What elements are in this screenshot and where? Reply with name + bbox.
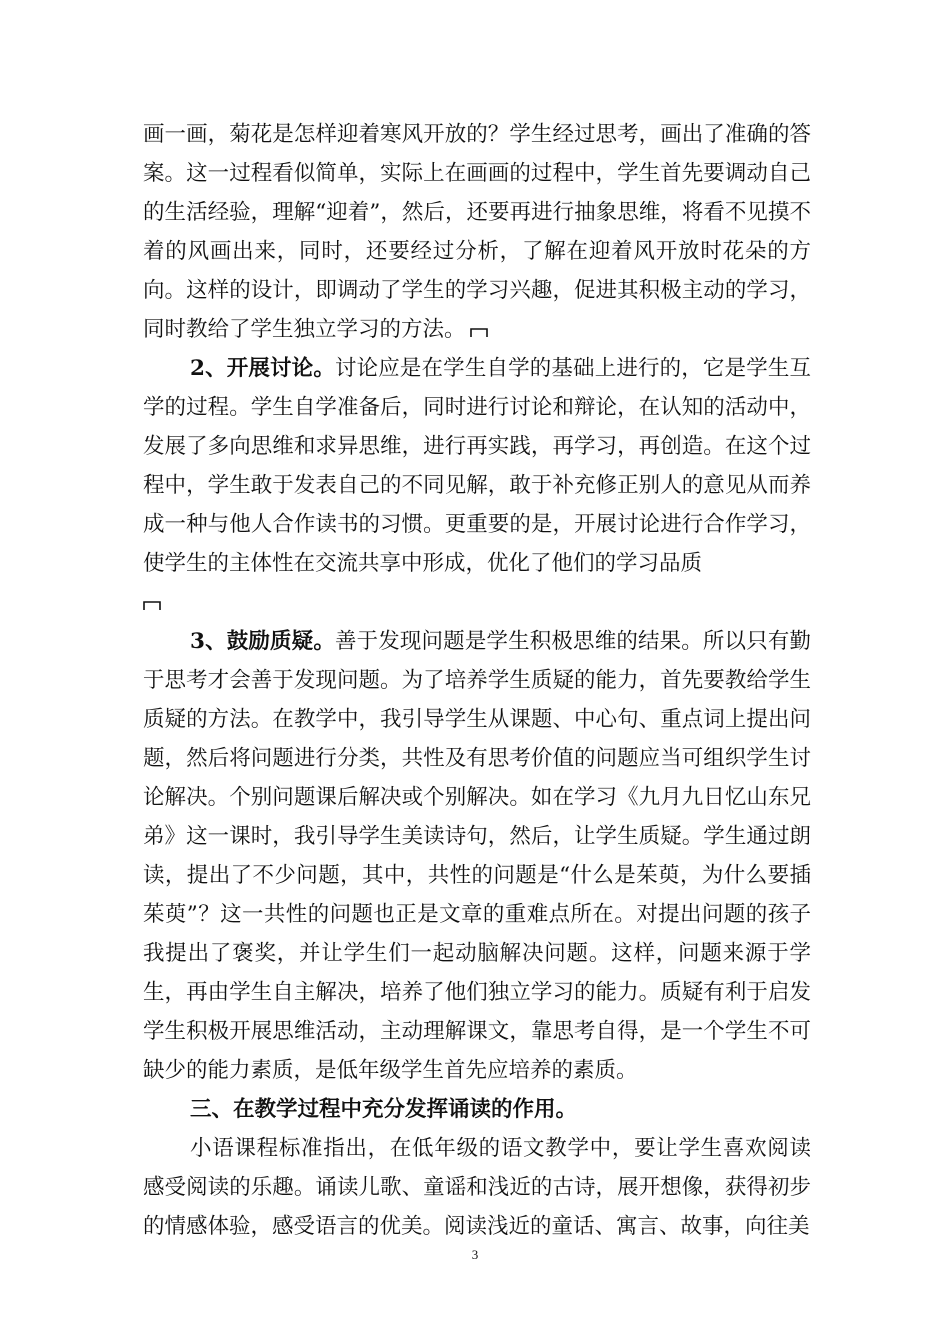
page-number: 3 [471, 1247, 479, 1262]
paragraph-4-text: 小语课程标准指出，在低年级的语文教学中，要让学生喜欢阅读感受阅读的乐趣。诵读儿歌、童谣和浅近的古诗，展开想像，获得初步的情感体验，感受语言的优美。阅读浅近的童话、寓言、故事，向往美 [143, 1136, 811, 1239]
paragraph-3-text: 善于发现问题是学生积极思维的结果。所以只有勤于思考才会善于发现问题。为了培养学生质疑的能力，首先要教给学生质疑的方法。在教学中，我引导学生从课题、中心句、重点词上提出问题，然后将问题进行分类，共性及有思考价值的问题应当可组织学生讨论解决。个别问题课后解决或个别解决。如在学习《九月九日忆山东兄弟》这一课时，我引导学生美读诗句，然后，让学生质疑。学生通过朗读，提出了不少问题，其中，共性的问题是“什么是茱萸，为什么要插茱萸”？这一共性的问题也正是文章的重难点所在。对提出问题的孩子我提出了褒奖，并让学生们一起动脑解决问题。这样，问题来源于学生，再由学生自主解决，培养了他们独立学习的能力。质疑有利于启发学生积极开展思维活动，主动理解课文，靠思考自得，是一个学生不可缺少的能力素质，是低年级学生首先应培养的素质。 [143, 629, 811, 1083]
paragraph-3-lead: 3、鼓励质疑。 [190, 629, 335, 654]
section-heading: 三、在教学过程中充分发挥诵读的作用。 [190, 1097, 578, 1122]
paragraph-mark-line [143, 583, 811, 622]
paragraph-mark-icon [143, 599, 161, 611]
paragraph-2 [143, 349, 811, 583]
body-text [143, 115, 811, 1246]
paragraph-mark-icon [470, 326, 488, 338]
paragraph-2-lead: 2、开展讨论。 [190, 356, 335, 381]
paragraph-1-text: 画一画，菊花是怎样迎着寒风开放的？学生经过思考，画出了准确的答案。这一过程看似简单，实际上在画画的过程中，学生首先要调动自己的生活经验，理解“迎着”，然后，还要再进行抽象思维，将看不见摸不着的风画出来，同时，还要经过分析，了解在迎着风开放时花朵的方向。这样的设计，即调动了学生的学习兴趣，促进其积极主动的学习，同时教给了学生独立学习的方法。 [143, 122, 811, 342]
paragraph-4 [143, 1129, 811, 1246]
paragraph-3 [143, 622, 811, 1090]
paragraph-2-text: 讨论应是在学生自学的基础上进行的，它是学生互学的过程。学生自学准备后，同时进行讨论和辩论，在认知的活动中，发展了多向思维和求异思维，进行再实践，再学习，再创造。在这个过程中，学生敢于发表自己的不同见解，敢于补充修正别人的意见从而养成一种与他人合作读书的习惯。更重要的是，开展讨论进行合作学习，使学生的主体性在交流共享中形成，优化了他们的学习品质 [143, 356, 811, 576]
paragraph-1 [143, 115, 811, 349]
